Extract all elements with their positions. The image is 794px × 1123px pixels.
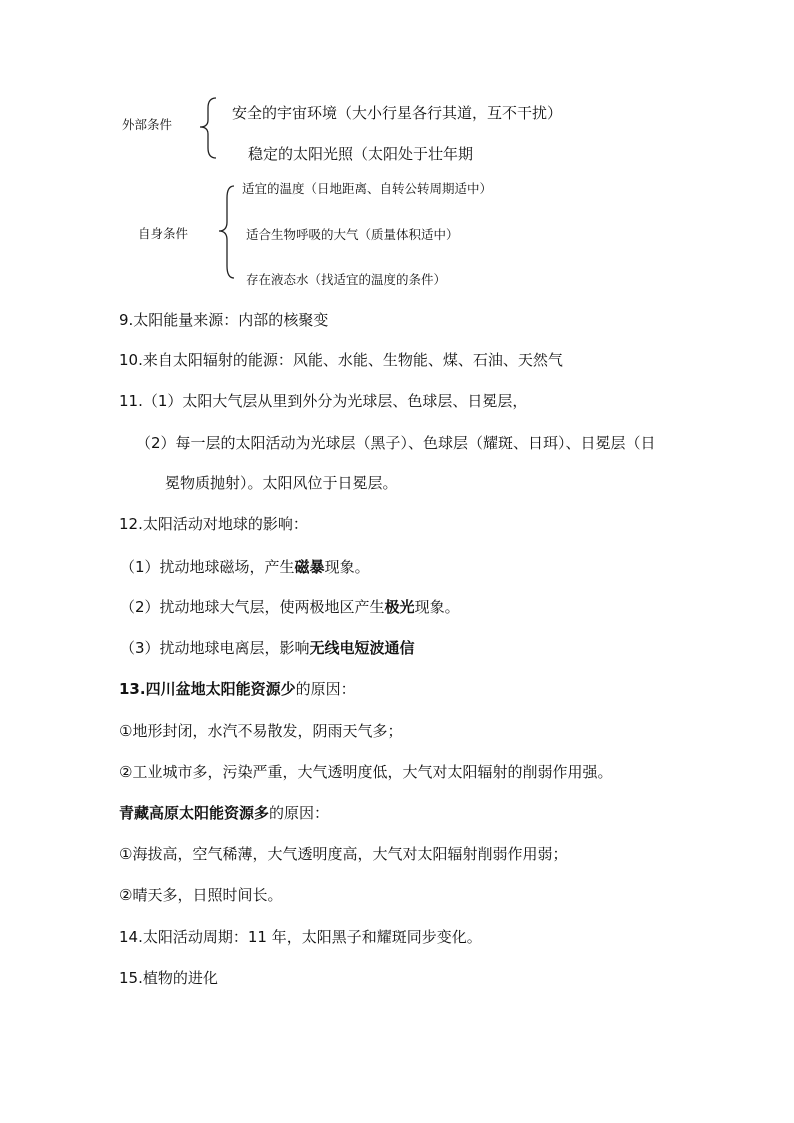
item-12-point-3: [120, 637, 415, 658]
internal-conditions-label: 自身条件: [138, 226, 189, 241]
text: 的原因：: [269, 804, 330, 822]
text: （3）扰动地球电离层，影响: [120, 639, 310, 657]
external-brace: [196, 96, 220, 160]
text: 的原因：: [295, 680, 356, 698]
text: （1）扰动地球磁场，产生: [120, 558, 295, 576]
item-12-point-1: [120, 556, 370, 577]
item-11-line3: 冕物质抛射）。太阳风位于日冕层。: [165, 474, 398, 492]
text: （2）扰动地球大气层，使两极地区产生: [120, 598, 385, 616]
internal-condition-item: 适宜的温度（日地距离、自转公转周期适中）: [242, 181, 493, 196]
item-14: 14.太阳活动周期：11 年，太阳黑子和耀斑同步变化。: [119, 928, 482, 946]
internal-brace: [214, 184, 238, 280]
bold-term: 13.: [119, 680, 146, 698]
item-11-line1: 11.（1）太阳大气层从里到外分为光球层、色球层、日冕层，: [119, 392, 528, 410]
text: 现象。: [414, 598, 460, 616]
bold-term: 磁暴: [294, 558, 325, 576]
bold-term: 极光: [384, 598, 415, 616]
external-condition-item: 稳定的太阳光照（太阳处于壮年期: [248, 145, 474, 163]
qinghai-tibet-title: [119, 802, 329, 823]
item-13-title: [119, 678, 356, 699]
qinghai-tibet-reason: ①海拔高，空气稀薄，大气透明度高，大气对太阳辐射削弱作用弱；: [119, 845, 568, 863]
external-condition-item: 安全的宇宙环境（大小行星各行其道，互不干扰）: [232, 104, 563, 122]
internal-condition-item: 存在液态水（找适宜的温度的条件）: [246, 272, 447, 287]
internal-condition-item: 适合生物呼吸的大气（质量体积适中）: [246, 227, 459, 242]
external-conditions-label: 外部条件: [122, 117, 173, 132]
item-13-reason: ②工业城市多，污染严重，大气透明度低，大气对太阳辐射的削弱作用强。: [119, 763, 613, 781]
item-10: 10.来自太阳辐射的能源：风能、水能、生物能、煤、石油、天然气: [119, 351, 563, 369]
item-15: 15.植物的进化: [119, 969, 218, 987]
item-13-reason: ①地形封闭，水汽不易散发，阴雨天气多；: [119, 722, 403, 740]
qinghai-tibet-reason: ②晴天多，日照时间长。: [119, 886, 283, 904]
item-12-title: 12.太阳活动对地球的影响：: [119, 515, 308, 533]
item-12-point-2: [120, 596, 460, 617]
item-11-line2: （2）每一层的太阳活动为光球层（黑子）、色球层（耀斑、日珥）、日冕层（日: [136, 434, 656, 452]
bold-term: 无线电短波通信: [309, 639, 415, 657]
item-9: 9.太阳能量来源：内部的核聚变: [119, 311, 329, 329]
bold-term: 青藏高原太阳能资源多: [119, 804, 270, 822]
bold-term: 四川盆地太阳能资源少: [145, 680, 296, 698]
text: 现象。: [324, 558, 370, 576]
